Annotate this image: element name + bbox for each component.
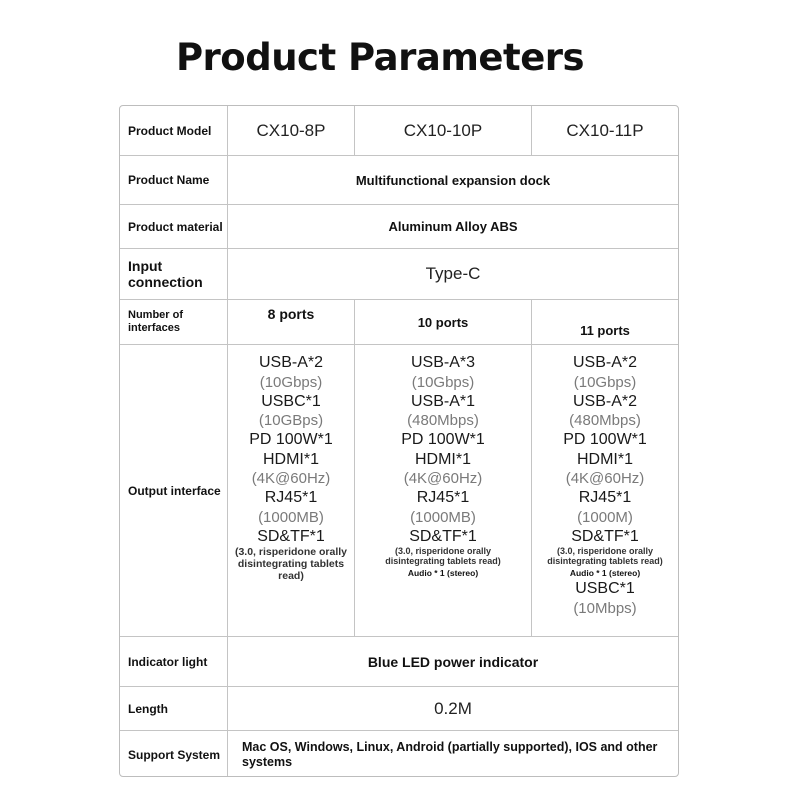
output-line: (10Gbps) xyxy=(259,373,323,391)
output-line: (3.0, risperidone orally xyxy=(394,546,492,556)
model-value-2: CX10-10P xyxy=(355,106,532,155)
output-line: USBC*1 xyxy=(261,392,321,410)
input-label-line1: Input xyxy=(128,258,163,274)
output-col-2 xyxy=(355,345,532,636)
row-label-product-name: Product Name xyxy=(120,156,228,204)
output-line: (10Gbps) xyxy=(573,373,637,391)
output-line: HDMI*1 xyxy=(262,450,319,468)
row-label-number-of-interfaces xyxy=(120,300,228,344)
output-line: USBC*1 xyxy=(575,580,635,597)
output-line: Audio * 1 (stereo) xyxy=(569,568,641,578)
table-row-product-model xyxy=(120,106,678,155)
product-material-value: Aluminum Alloy ABS xyxy=(388,219,518,234)
output-line: Audio * 1 (stereo) xyxy=(407,568,479,578)
output-line: (4K@60Hz) xyxy=(251,470,331,487)
output-line: RJ45*1 xyxy=(264,489,318,506)
output-line: (3.0, risperidone orally xyxy=(556,546,654,556)
output-line: USB-A*2 xyxy=(572,392,638,410)
output-line: USB-A*3 xyxy=(410,354,476,371)
output-line: disintegrating tablets read) xyxy=(547,556,663,566)
output-line: RJ45*1 xyxy=(578,489,632,506)
row-label-product-material: Product material xyxy=(120,205,228,248)
output-line: PD 100W*1 xyxy=(249,431,333,448)
row-label-indicator-light: Indicator light xyxy=(120,637,228,686)
output-list-1 xyxy=(235,345,347,636)
output-line: SD&TF*1 xyxy=(571,527,639,545)
interfaces-label-line1: Number of xyxy=(128,309,183,321)
output-list-3 xyxy=(547,345,663,636)
ports-value-3: 11 ports xyxy=(580,323,630,338)
page-title: Product Parameters xyxy=(175,36,585,79)
table-row-length xyxy=(120,686,678,730)
output-line: RJ45*1 xyxy=(416,489,470,506)
table-row-support-system xyxy=(120,730,678,777)
output-line: SD&TF*1 xyxy=(409,527,477,545)
product-parameters-table xyxy=(119,105,679,777)
ports-value-1: 8 ports xyxy=(228,300,355,344)
product-name-value: Multifunctional expansion dock xyxy=(355,172,551,188)
support-system-value: Mac OS, Windows, Linux, Android (partially supported), IOS and other systems xyxy=(242,739,658,769)
table-row-output-interface xyxy=(120,344,678,636)
output-line: SD&TF*1 xyxy=(257,527,325,545)
length-value: 0.2M xyxy=(434,698,472,718)
output-line: PD 100W*1 xyxy=(563,431,647,448)
output-line: (10Mbps) xyxy=(573,599,637,617)
output-line: disintegrating tablets read) xyxy=(385,556,501,566)
output-line: (1000MB) xyxy=(410,508,476,526)
table-row-number-of-interfaces xyxy=(120,299,678,344)
table-row-product-name xyxy=(120,155,678,204)
output-line: (4K@60Hz) xyxy=(403,470,483,487)
output-line: disintegrating tablets xyxy=(237,558,345,570)
output-line: USB-A*2 xyxy=(572,354,638,371)
row-label-support-system: Support System xyxy=(120,731,228,777)
output-line: USB-A*1 xyxy=(410,392,476,410)
table-row-product-material xyxy=(120,204,678,248)
output-line: (480Mbps) xyxy=(569,412,641,429)
output-line: (10GBps) xyxy=(258,412,324,429)
row-label-product-model: Product Model xyxy=(120,106,228,155)
output-line: PD 100W*1 xyxy=(401,431,485,448)
table-row-indicator-light xyxy=(120,636,678,686)
row-label-output-interface: Output interface xyxy=(120,345,228,636)
output-col-3 xyxy=(532,345,678,636)
row-label-input-connection xyxy=(120,249,228,299)
input-label-line2: connection xyxy=(128,274,203,290)
input-connection-value: Type-C xyxy=(425,264,481,283)
indicator-light-value: Blue LED power indicator xyxy=(367,653,539,670)
model-value-1: CX10-8P xyxy=(228,106,355,155)
row-label-length: Length xyxy=(120,687,228,730)
output-line: read) xyxy=(278,570,304,582)
output-line: HDMI*1 xyxy=(576,450,633,468)
output-line: USB-A*2 xyxy=(258,354,323,371)
output-col-1 xyxy=(228,345,355,636)
output-line: (3.0, risperidone orally xyxy=(234,546,348,558)
output-list-2 xyxy=(385,345,501,636)
interfaces-label-line2: interfaces xyxy=(128,322,180,334)
table-row-input-connection xyxy=(120,248,678,299)
output-line: (4K@60Hz) xyxy=(565,470,645,487)
output-line: (480Mbps) xyxy=(407,412,479,429)
output-line: (1000MB) xyxy=(258,508,324,526)
output-line: HDMI*1 xyxy=(414,450,471,468)
model-value-3: CX10-11P xyxy=(566,120,644,140)
ports-value-2: 10 ports xyxy=(355,300,532,344)
output-line: (10Gbps) xyxy=(411,373,475,391)
output-line: (1000M) xyxy=(577,508,633,526)
